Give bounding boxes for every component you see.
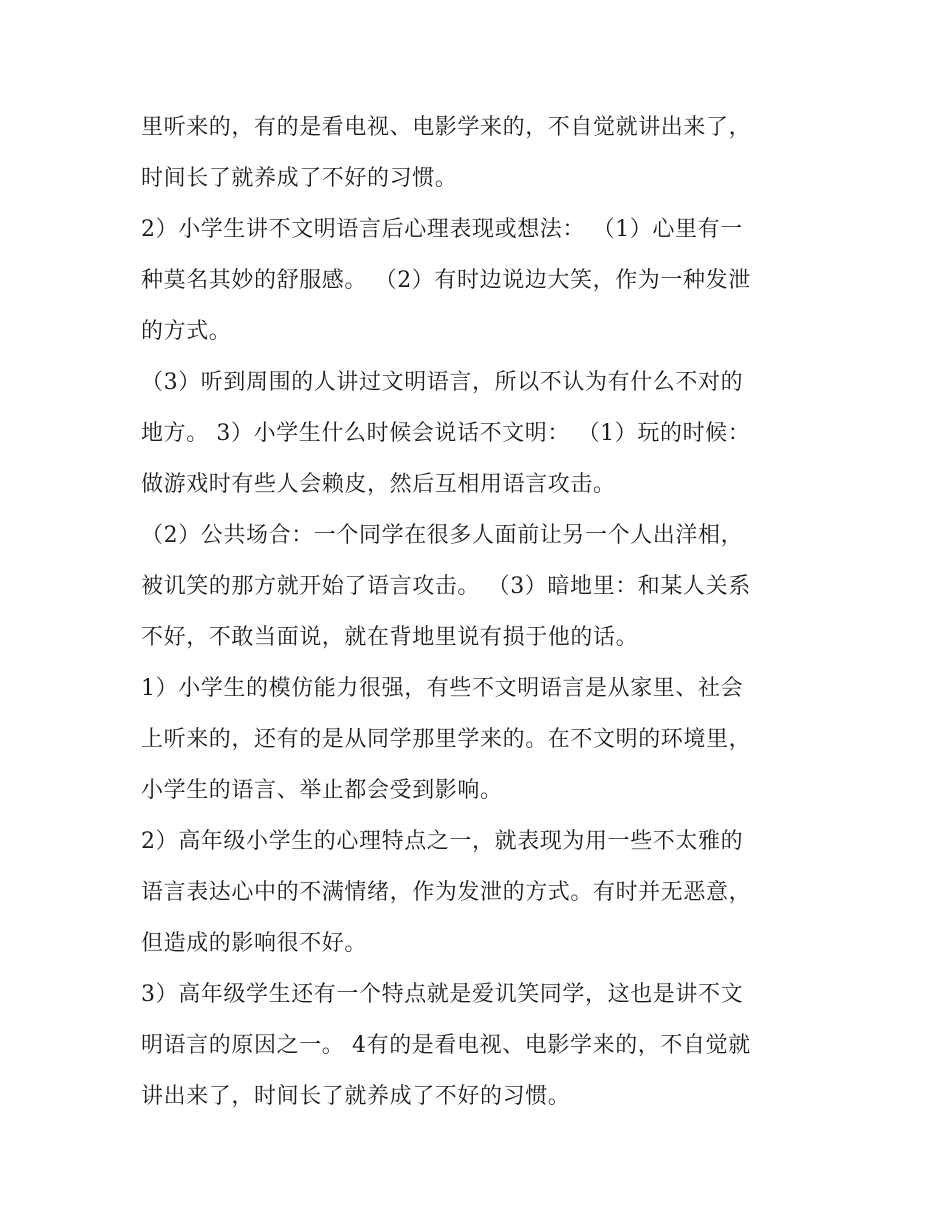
text-line: 2）高年级小学生的心理特点之一，就表现为用一些不太雅的	[141, 829, 744, 854]
text-line: （2）公共场合：一个同学在很多人面前让另一个人出洋相，	[141, 523, 744, 548]
text-line: 不好，不敢当面说，就在背地里说有损于他的话。	[141, 625, 639, 650]
text-line: 明语言的原因之一。 4有的是看电视、电影学来的，不自觉就	[141, 1033, 751, 1058]
text-line: （3）听到周围的人讲过文明语言，所以不认为有什么不对的	[141, 370, 744, 395]
text-line: 做游戏时有些人会赖皮，然后互相用语言攻击。	[141, 472, 616, 497]
text-line: 种莫名其妙的舒服感。 （2）有时边说边大笑，作为一种发泄	[141, 268, 751, 293]
text-line: 时间长了就养成了不好的习惯。	[141, 166, 458, 191]
text-line: 3）高年级学生还有一个特点就是爱讥笑同学，这也是讲不文	[141, 982, 744, 1007]
text-line: 上听来的，还有的是从同学那里学来的。在不文明的环境里，	[141, 727, 752, 752]
text-line: 2）小学生讲不文明语言后心理表现或想法： （1）心里有一	[141, 217, 743, 242]
text-line: 1）小学生的模仿能力很强，有些不文明语言是从家里、社会	[141, 676, 744, 701]
text-line: 小学生的语言、举止都会受到影响。	[141, 778, 503, 803]
text-line: 讲出来了，时间长了就养成了不好的习惯。	[141, 1084, 571, 1109]
text-line: 语言表达心中的不满情绪，作为发泄的方式。有时并无恶意，	[141, 880, 752, 905]
text-line: 里听来的，有的是看电视、电影学来的，不自觉就讲出来了，	[141, 115, 752, 140]
text-line: 的方式。	[141, 319, 232, 344]
text-line: 地方。 3）小学生什么时候会说话不文明： （1）玩的时候：	[141, 421, 751, 446]
text-line: 但造成的影响很不好。	[141, 931, 368, 956]
text-line: 被讥笑的那方就开始了语言攻击。 （3）暗地里：和某人关系	[141, 574, 751, 599]
